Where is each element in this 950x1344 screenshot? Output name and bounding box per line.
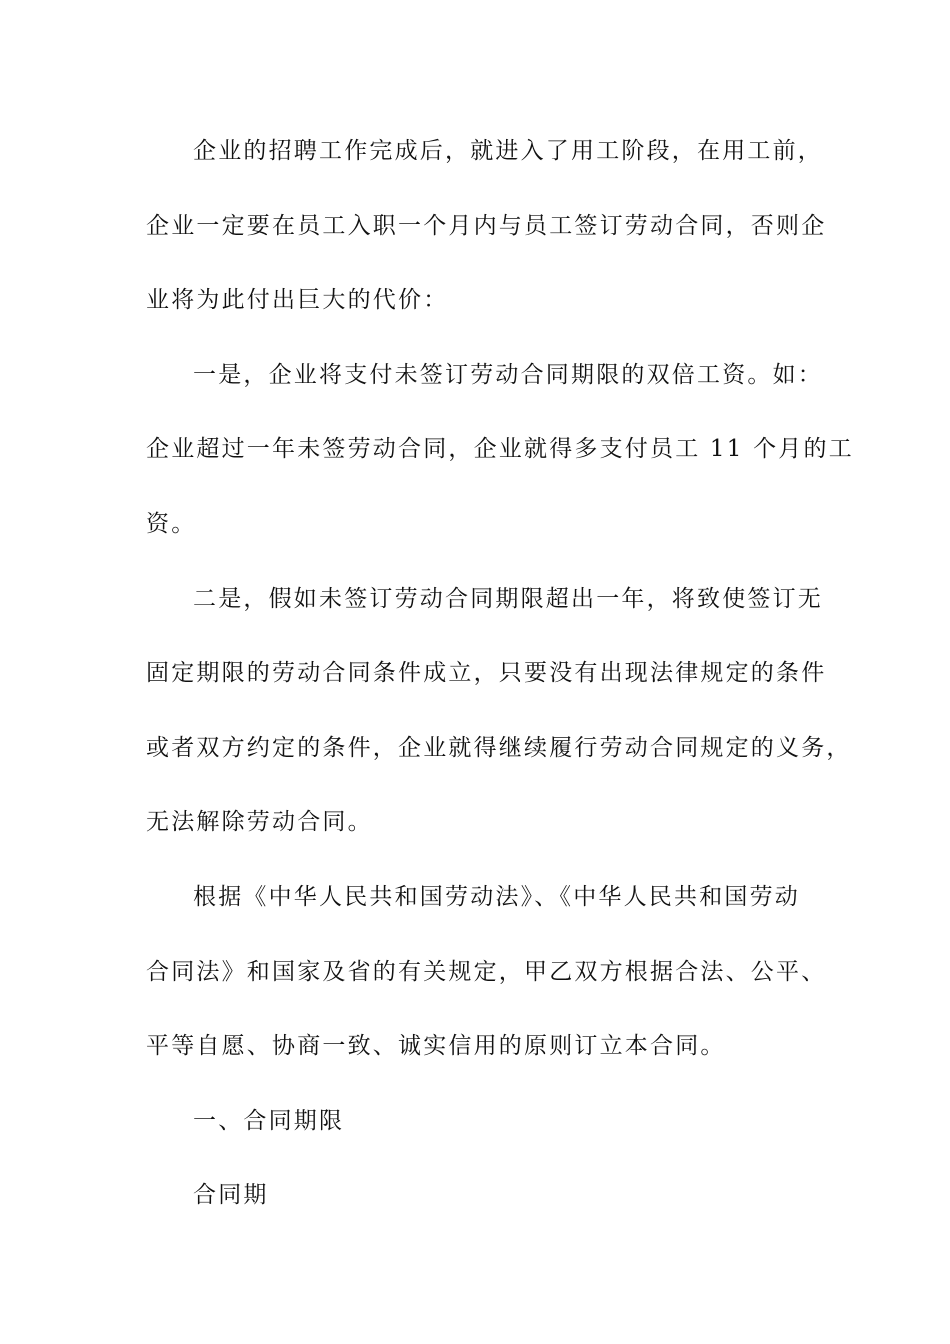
paragraph-line: 企业一定要在员工入职一个月内与员工签订劳动合同，否则企 <box>146 212 827 239</box>
paragraph-line: 合同期 <box>193 1182 269 1209</box>
paragraph-line: 业将为此付出巨大的代价： <box>146 287 449 314</box>
paragraph-line: 无法解除劳动合同。 <box>146 809 373 836</box>
paragraph-line: 根据《中华人民共和国劳动法》、《中华人民共和国劳动 <box>193 883 800 910</box>
paragraph-line: 一是，企业将支付未签订劳动合同期限的双倍工资。如： <box>193 361 823 388</box>
paragraph-line: 平等自愿、协商一致、诚实信用的原则订立本合同。 <box>146 1033 726 1060</box>
paragraph-line: 合同法》和国家及省的有关规定，甲乙双方根据合法、公平、 <box>146 958 827 985</box>
paragraph-line: 固定期限的劳动合同条件成立，只要没有出现法律规定的条件 <box>146 660 827 687</box>
paragraph-line: 企业超过一年未签劳动合同，企业就得多支付员工 11 个月的工 <box>146 436 854 463</box>
paragraph-line: 或者双方约定的条件，企业就得继续履行劳动合同规定的义务， <box>146 734 852 761</box>
paragraph-line: 二是，假如未签订劳动合同期限超出一年，将致使签订无 <box>193 585 823 612</box>
paragraph-line: 企业的招聘工作完成后，就进入了用工阶段，在用工前， <box>193 138 823 164</box>
document-body <box>146 128 854 1247</box>
paragraph-line: 资。 <box>146 510 197 537</box>
section-heading: 一、合同期限 <box>193 1107 345 1134</box>
